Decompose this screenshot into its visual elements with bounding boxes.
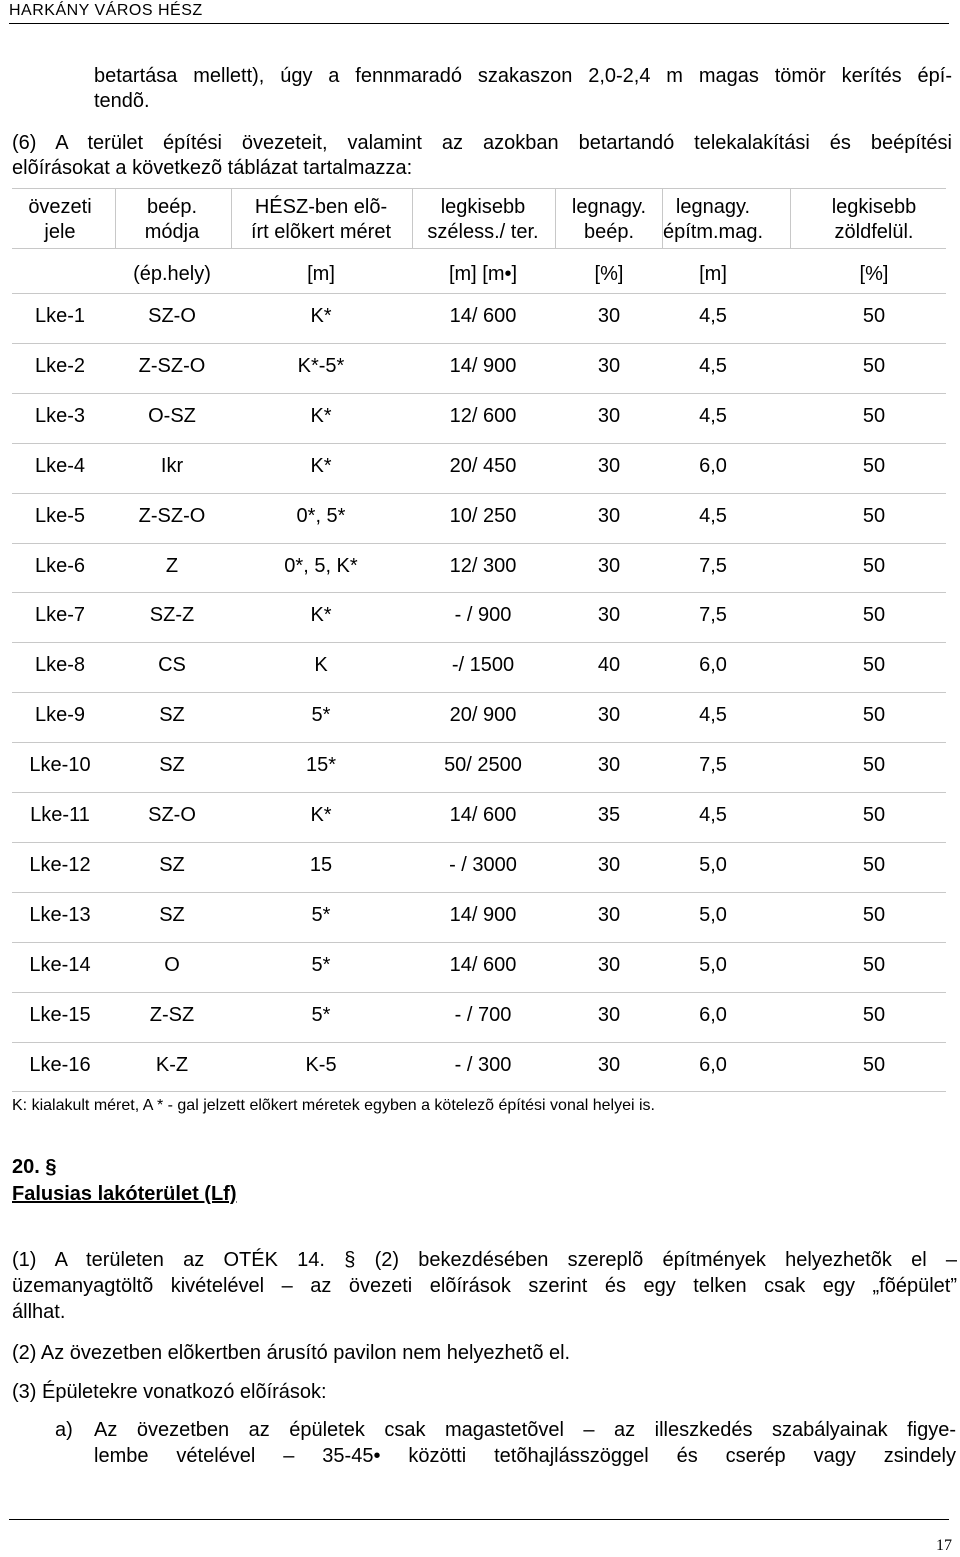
table-cell: 6,0 xyxy=(699,454,727,477)
table-cell: Lke-13 xyxy=(29,903,91,926)
table-cell: 14/ 900 xyxy=(449,354,517,377)
row-divider xyxy=(12,992,946,993)
table-cell: 20/ 900 xyxy=(449,704,517,727)
table-cell: 50 xyxy=(862,654,886,677)
table-cell: 40 xyxy=(597,654,621,677)
table-cell: K* xyxy=(310,305,332,327)
table-cell: 30 xyxy=(597,754,621,777)
table-cell: 30 xyxy=(597,953,621,976)
table-cell: 4,5 xyxy=(699,404,727,427)
table-cell: 50 xyxy=(862,1003,886,1026)
column-header: legnagy. xyxy=(675,196,751,218)
table-cell: Lke-9 xyxy=(34,704,86,727)
table-cell: 50 xyxy=(862,804,886,826)
table-cell: K-5 xyxy=(305,1053,337,1076)
table-cell: Z xyxy=(165,554,179,577)
table-cell: 50 xyxy=(862,1053,886,1076)
table-cell: Lke-1 xyxy=(34,305,86,327)
table-cell: 30 xyxy=(597,604,621,627)
table-cell: 14/ 600 xyxy=(449,305,517,327)
table-cell: SZ-Z xyxy=(149,604,195,627)
row-divider xyxy=(12,842,946,843)
table-cell: 4,5 xyxy=(699,704,727,727)
table-cell: 50 xyxy=(862,554,886,577)
header-divider xyxy=(12,248,946,249)
row-divider xyxy=(12,592,946,593)
column-header: módja xyxy=(144,221,200,243)
table-cell: 35 xyxy=(597,804,621,826)
row-divider xyxy=(12,792,946,793)
paragraph-6-line-2: elõírásokat a következõ táblázat tartalmazza: xyxy=(12,157,413,179)
table-cell: 50 xyxy=(862,704,886,727)
table-cell: 6,0 xyxy=(699,1003,727,1026)
paragraph-6-line-1: (6) A terület építési övezeteit, valamint az azokban betartandó telekalakítási és beépítési xyxy=(12,132,952,154)
page-number: 17 xyxy=(936,1537,952,1554)
column-divider xyxy=(231,188,232,248)
table-cell: Ikr xyxy=(160,454,184,477)
table-cell: Z-SZ-O xyxy=(138,354,206,377)
table-cell: K* xyxy=(310,604,332,627)
table-cell: 4,5 xyxy=(699,305,727,327)
table-cell: SZ-O xyxy=(148,804,196,826)
table-cell: Lke-4 xyxy=(34,454,86,477)
unit-label: [m] [m•] xyxy=(448,263,518,285)
column-header: építm.mag. xyxy=(662,221,764,243)
column-header: zöldfelül. xyxy=(834,221,914,243)
table-cell: Lke-14 xyxy=(29,953,91,976)
table-cell: SZ xyxy=(159,903,185,926)
table-cell: SZ xyxy=(159,754,185,777)
table-cell: Lke-6 xyxy=(34,554,86,577)
table-cell: 15* xyxy=(305,754,337,777)
table-cell: 4,5 xyxy=(699,354,727,377)
item-a-line-2: lembe vételével – 35-45• közötti tetõhajlásszöggel és cserép vagy zsindely xyxy=(94,1445,956,1467)
table-cell: - / 700 xyxy=(454,1003,512,1026)
table-cell: Lke-16 xyxy=(29,1053,91,1076)
table-cell: 14/ 600 xyxy=(449,804,517,826)
section-number: 20. § xyxy=(12,1156,57,1178)
table-cell: Lke-10 xyxy=(29,754,91,777)
table-cell: 12/ 600 xyxy=(449,404,517,427)
table-cell: Lke-12 xyxy=(29,853,91,876)
section-title: Falusias lakóterület (Lf) xyxy=(12,1183,237,1205)
row-divider xyxy=(12,692,946,693)
table-cell: 5* xyxy=(311,704,331,727)
column-divider xyxy=(555,188,556,248)
table-cell: CS xyxy=(158,654,186,677)
column-header: széless./ ter. xyxy=(427,221,539,243)
column-header: legkisebb xyxy=(831,196,917,218)
row-divider xyxy=(12,1042,946,1043)
table-cell: 5,0 xyxy=(699,853,727,876)
table-cell: K* xyxy=(310,404,332,427)
table-cell: 50/ 2500 xyxy=(444,754,522,777)
table-cell: 30 xyxy=(597,704,621,727)
table-cell: 20/ 450 xyxy=(449,454,517,477)
table-cell: 30 xyxy=(597,853,621,876)
table-top-border xyxy=(12,188,946,189)
table-cell: 7,5 xyxy=(699,754,727,777)
row-divider xyxy=(12,942,946,943)
row-divider xyxy=(12,393,946,394)
table-cell: K* xyxy=(310,454,332,477)
column-header: beép. xyxy=(583,221,635,243)
unit-label: [%] xyxy=(859,263,889,285)
table-cell: 30 xyxy=(597,354,621,377)
column-divider xyxy=(790,188,791,248)
table-cell: 6,0 xyxy=(699,654,727,677)
table-cell: - / 3000 xyxy=(449,853,517,876)
intro-line-1: betartása mellett), úgy a fennmaradó szakaszon 2,0-2,4 m magas tömör kerítés épí- xyxy=(94,65,952,87)
table-cell: 50 xyxy=(862,604,886,627)
column-header: legkisebb xyxy=(440,196,526,218)
item-a-line-1: Az övezetben az épületek csak magastetõvel – az illeszkedés szabályainak figye- xyxy=(94,1419,956,1441)
table-cell: 30 xyxy=(597,1003,621,1026)
column-header: HÉSZ-ben elõ- xyxy=(254,196,388,218)
column-header: jele xyxy=(44,221,76,243)
table-cell: 7,5 xyxy=(699,554,727,577)
table-cell: - / 300 xyxy=(454,1053,512,1076)
column-header: övezeti xyxy=(28,196,92,218)
row-divider xyxy=(12,543,946,544)
intro-line-2: tendõ. xyxy=(94,90,150,112)
table-cell: - / 900 xyxy=(454,604,512,627)
column-divider xyxy=(412,188,413,248)
item-a-label: a) xyxy=(55,1419,73,1441)
table-cell: Lke-8 xyxy=(34,654,86,677)
table-cell: K*-5* xyxy=(297,354,345,377)
table-cell: Lke-2 xyxy=(34,354,86,377)
table-cell: 30 xyxy=(597,1053,621,1076)
table-cell: Lke-15 xyxy=(29,1003,91,1026)
table-cell: 50 xyxy=(862,454,886,477)
table-cell: 50 xyxy=(862,305,886,327)
paragraph-3: (3) Épületekre vonatkozó elõírások: xyxy=(12,1381,327,1403)
table-cell: 14/ 600 xyxy=(449,953,517,976)
row-divider xyxy=(12,742,946,743)
table-cell: 30 xyxy=(597,554,621,577)
column-divider xyxy=(662,188,663,248)
table-cell: 12/ 300 xyxy=(449,554,517,577)
row-divider xyxy=(12,493,946,494)
unit-label: (ép.hely) xyxy=(133,263,211,285)
table-cell: 50 xyxy=(862,354,886,377)
table-cell: SZ-O xyxy=(148,305,196,327)
column-header: írt elõkert méret xyxy=(250,221,392,243)
table-cell: 50 xyxy=(862,754,886,777)
column-divider xyxy=(115,188,116,248)
table-cell: 15 xyxy=(309,853,333,876)
table-cell: 5,0 xyxy=(699,953,727,976)
row-divider xyxy=(12,443,946,444)
table-cell: Z-SZ-O xyxy=(138,504,206,527)
table-footnote: K: kialakult méret, A * - gal jelzett elõkert méretek egyben a kötelezõ építési vonal helyei is. xyxy=(12,1097,655,1114)
table-cell: 5* xyxy=(311,903,331,926)
table-cell: 7,5 xyxy=(699,604,727,627)
table-cell: 0*, 5, K* xyxy=(284,554,358,577)
table-cell: 50 xyxy=(862,504,886,527)
table-cell: Lke-5 xyxy=(34,504,86,527)
table-cell: 0*, 5* xyxy=(296,504,346,527)
table-cell: K-Z xyxy=(155,1053,189,1076)
column-header: beép. xyxy=(146,196,198,218)
table-cell: 30 xyxy=(597,454,621,477)
table-cell: 30 xyxy=(597,504,621,527)
table-cell: Lke-3 xyxy=(34,404,86,427)
unit-label: [%] xyxy=(594,263,624,285)
table-cell: 10/ 250 xyxy=(449,504,517,527)
row-divider xyxy=(12,642,946,643)
table-cell: SZ xyxy=(159,853,185,876)
table-cell: Lke-7 xyxy=(34,604,86,627)
table-cell: 50 xyxy=(862,903,886,926)
table-cell: 50 xyxy=(862,953,886,976)
table-cell: 6,0 xyxy=(699,1053,727,1076)
table-cell: 30 xyxy=(597,305,621,327)
column-header: legnagy. xyxy=(571,196,647,218)
table-cell: 30 xyxy=(597,404,621,427)
table-cell: 50 xyxy=(862,853,886,876)
table-cell: 14/ 900 xyxy=(449,903,517,926)
row-divider xyxy=(12,892,946,893)
table-cell: Z-SZ xyxy=(149,1003,195,1026)
paragraph-1-line-2: üzemanyagtöltõ kivételével – az övezeti elõírások szerint és egy telken csak egy „fõépület” xyxy=(12,1275,957,1297)
table-cell: 4,5 xyxy=(699,804,727,826)
table-cell: K xyxy=(314,654,328,677)
row-divider xyxy=(12,343,946,344)
table-cell: 5,0 xyxy=(699,903,727,926)
table-cell: O xyxy=(164,953,180,976)
table-cell: SZ xyxy=(159,704,185,727)
page-header: HARKÁNY VÁROS HÉSZ xyxy=(9,2,949,24)
paragraph-2: (2) Az övezetben elõkertben árusító pavilon nem helyezhetõ el. xyxy=(12,1342,571,1364)
table-cell: 5* xyxy=(311,953,331,976)
table-cell: O-SZ xyxy=(148,404,196,427)
paragraph-1-line-3: állhat. xyxy=(12,1301,66,1323)
unit-label: [m] xyxy=(699,263,727,285)
table-cell: 30 xyxy=(597,903,621,926)
table-cell: 4,5 xyxy=(699,504,727,527)
row-divider xyxy=(12,293,946,294)
table-cell: 5* xyxy=(311,1003,331,1026)
table-bottom-border xyxy=(12,1091,946,1092)
unit-label: [m] xyxy=(307,263,335,285)
footer-rule xyxy=(9,1519,949,1520)
table-cell: 50 xyxy=(862,404,886,427)
table-cell: K* xyxy=(310,804,332,826)
table-cell: -/ 1500 xyxy=(451,654,515,677)
table-cell: Lke-11 xyxy=(30,804,90,826)
paragraph-1-line-1: (1) A területen az OTÉK 14. § (2) bekezdésében szereplõ építmények helyezhetõk el – xyxy=(12,1249,957,1271)
